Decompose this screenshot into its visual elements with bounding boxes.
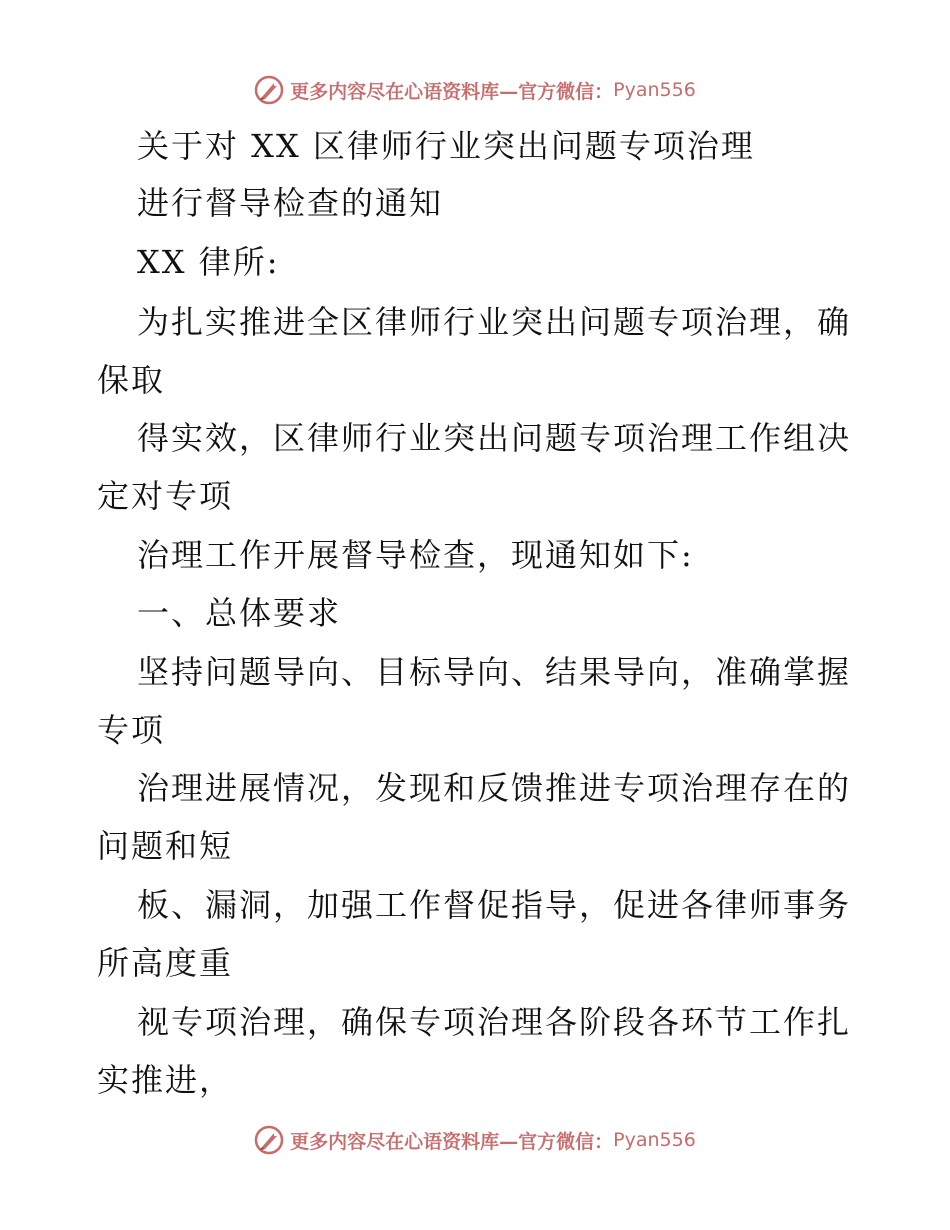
paragraph-line: 板、漏洞，加强工作督促指导，促进各律师事务: [137, 886, 852, 924]
banner-text: 更多内容尽在心语资料库—官方微信：: [290, 80, 614, 103]
paragraph-line: 为扎实推进全区律师行业突出问题专项治理，确: [137, 303, 852, 341]
paragraph-line: 专项: [97, 711, 166, 749]
section-heading: 一、总体要求: [137, 594, 342, 632]
title-line-2: 进行督导检查的通知: [137, 184, 444, 222]
pen-logo-icon: [254, 1125, 284, 1155]
banner-wechat-id: Pyan556: [613, 79, 696, 101]
title-line-1: 关于对 XX 区律师行业突出问题专项治理: [137, 127, 755, 165]
banner-wechat-id: Pyan556: [613, 1129, 696, 1151]
banner-text: 更多内容尽在心语资料库—官方微信：: [290, 1130, 614, 1153]
paragraph-line: 定对专项: [97, 477, 234, 515]
pen-logo-icon: [254, 75, 284, 105]
header-banner: [0, 70, 950, 110]
paragraph-line: 治理工作开展督导检查，现通知如下:: [137, 536, 694, 574]
paragraph-line: 问题和短: [97, 827, 234, 865]
paragraph-line: 坚持问题导向、目标导向、结果导向，准确掌握: [137, 653, 852, 691]
paragraph-line: 得实效，区律师行业突出问题专项治理工作组决: [137, 419, 852, 457]
paragraph-line: 保取: [97, 361, 166, 399]
addressee: XX 律所:: [137, 243, 280, 281]
paragraph-line: 实推进，: [97, 1061, 234, 1099]
footer-banner: [0, 1120, 950, 1160]
paragraph-line: 所高度重: [97, 944, 234, 982]
paragraph-line: 治理进展情况，发现和反馈推进专项治理存在的: [137, 769, 852, 807]
paragraph-line: 视专项治理，确保专项治理各阶段各环节工作扎: [137, 1003, 852, 1041]
